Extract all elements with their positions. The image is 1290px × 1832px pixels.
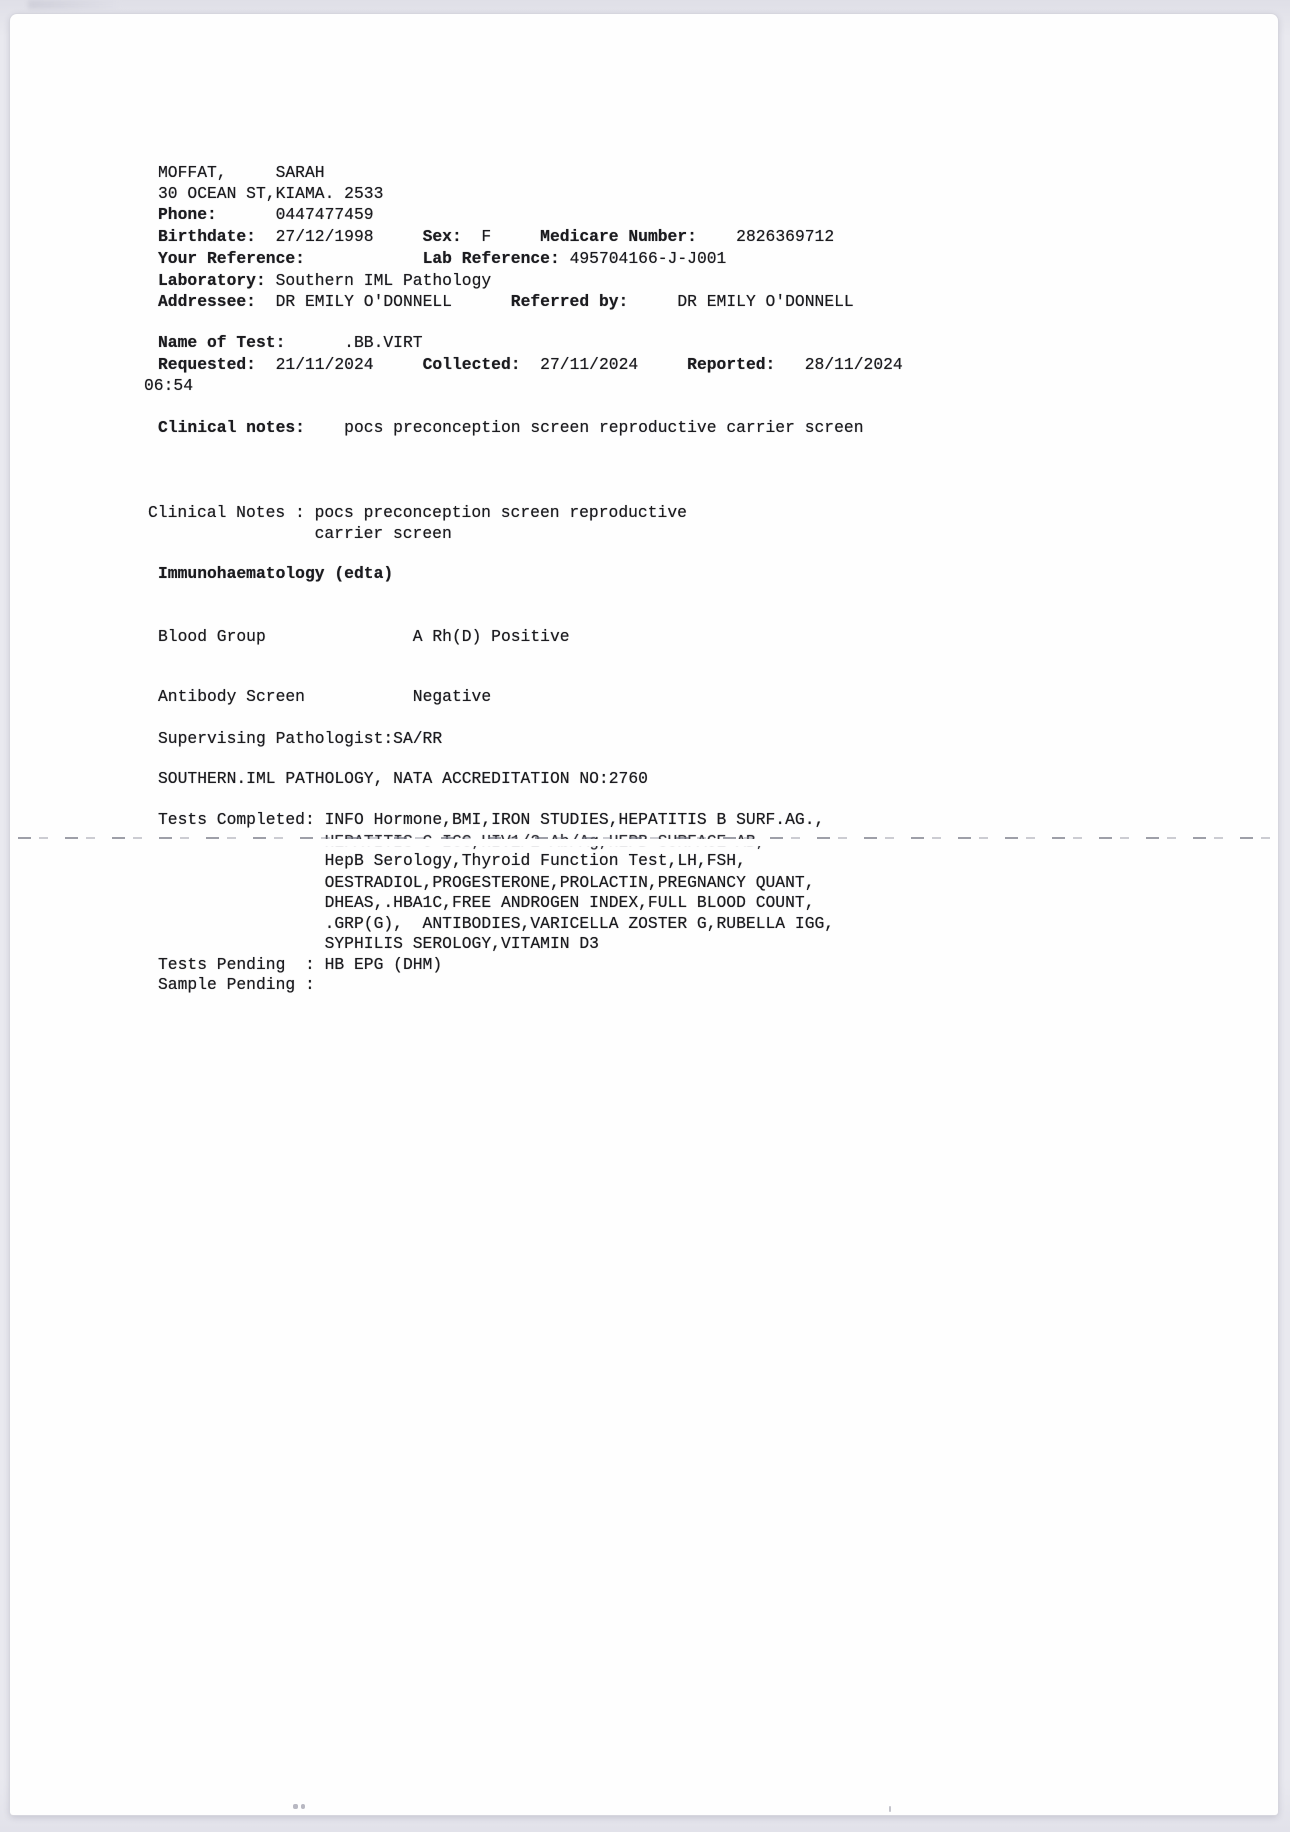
clinical-notes-label: Clinical notes: [158, 418, 305, 437]
reported-label: Reported: [687, 355, 776, 374]
name-of-test-line [158, 332, 423, 353]
laboratory-label: Laboratory: [158, 271, 266, 290]
requested-value: 21/11/2024 [256, 355, 423, 374]
medicare-value: 2826369712 [696, 227, 835, 246]
patient-name-line: MOFFAT, SARAH [158, 163, 325, 182]
sex-label: Sex: [422, 227, 462, 246]
reported-time-line: 06:54 [144, 376, 193, 395]
phone-value: 0447477459 [216, 205, 374, 224]
tests-completed-line-5: DHEAS,.HBA1C,FREE ANDROGEN INDEX,FULL BLOOD COUNT, [158, 893, 815, 912]
addressee-line [158, 291, 854, 312]
laboratory-line [158, 270, 491, 291]
antibody-screen-label: Antibody Screen [158, 687, 305, 706]
your-reference-label: Your Reference: [158, 249, 305, 268]
name-of-test-label: Name of Test: [158, 333, 286, 352]
medicare-label: Medicare Number: [540, 227, 697, 246]
sex-value: F [461, 227, 541, 246]
clinical-notes-value: pocs preconception screen reproductive carrier screen [304, 418, 864, 437]
tests-completed-line-3: HepB Serology,Thyroid Function Test,LH,FSH, [158, 851, 746, 870]
referred-by-label: Referred by: [510, 292, 629, 311]
tests-completed-line-6: .GRP(G), ANTIBODIES,VARICELLA ZOSTER G,RUBELLA IGG, [158, 914, 835, 933]
blood-group-row [158, 626, 570, 647]
collected-label: Collected: [422, 355, 521, 374]
clinical-notes-line [158, 417, 864, 438]
lab-reference-value: 495704166-J-J001 [559, 249, 727, 268]
addressee-label: Addressee: [158, 292, 256, 311]
tests-completed-line-7: SYPHILIS SEROLOGY,VITAMIN D3 [158, 934, 599, 953]
dates-line [158, 354, 903, 375]
tests-pending-line: Tests Pending : HB EPG (DHM) [158, 955, 443, 974]
scan-speck [301, 1804, 305, 1809]
collected-value: 27/11/2024 [520, 355, 688, 374]
phone-label: Phone: [158, 205, 217, 224]
supervising-pathologist-line: Supervising Pathologist:SA/RR [158, 729, 443, 748]
patient-address-line: 30 OCEAN ST,KIAMA. 2533 [158, 184, 384, 203]
sample-pending-line: Sample Pending : [158, 975, 315, 994]
accreditation-line: SOUTHERN.IML PATHOLOGY, NATA ACCREDITATION NO:2760 [158, 769, 648, 788]
antibody-screen-value: Negative [304, 687, 492, 706]
addressee-value: DR EMILY O'DONNELL [256, 292, 511, 311]
birthdate-line [158, 226, 834, 247]
birthdate-label: Birthdate: [158, 227, 256, 246]
requested-label: Requested: [158, 355, 256, 374]
scan-speck [889, 1806, 891, 1812]
section-heading-immunohaematology: Immunohaematology (edta) [158, 564, 394, 583]
antibody-screen-row [158, 686, 491, 707]
tests-completed-line-1 [158, 809, 824, 830]
birthdate-value: 27/12/1998 [256, 227, 423, 246]
reference-line [158, 248, 726, 269]
tests-completed-line-4: OESTRADIOL,PROGESTERONE,PROLACTIN,PREGNANCY QUANT, [158, 873, 815, 892]
scan-artifact-dashed-line [18, 837, 1270, 839]
laboratory-value: Southern IML Pathology [265, 271, 492, 290]
scan-smudge [28, 0, 118, 9]
tests-completed-label: Tests Completed: [158, 810, 315, 829]
clinical-notes-repeat-line-2: carrier screen [148, 524, 452, 543]
lab-reference-label: Lab Reference: [422, 249, 560, 268]
blood-group-value: A Rh(D) Positive [265, 627, 570, 646]
referred-by-value: DR EMILY O'DONNELL [628, 292, 854, 311]
report-page [10, 14, 1278, 1815]
blood-group-label: Blood Group [158, 627, 266, 646]
clinical-notes-repeat-line-1: Clinical Notes : pocs preconception screen reproductive [148, 503, 687, 522]
name-of-test-value: .BB.VIRT [285, 333, 423, 352]
your-reference-value [305, 249, 423, 268]
reported-value: 28/11/2024 [775, 355, 903, 374]
scan-artifact-cut-band [16, 839, 1272, 846]
phone-line [158, 204, 374, 225]
scan-speck [293, 1804, 298, 1809]
tests-completed-value-1: INFO Hormone,BMI,IRON STUDIES,HEPATITIS B SURF.AG., [314, 810, 825, 829]
